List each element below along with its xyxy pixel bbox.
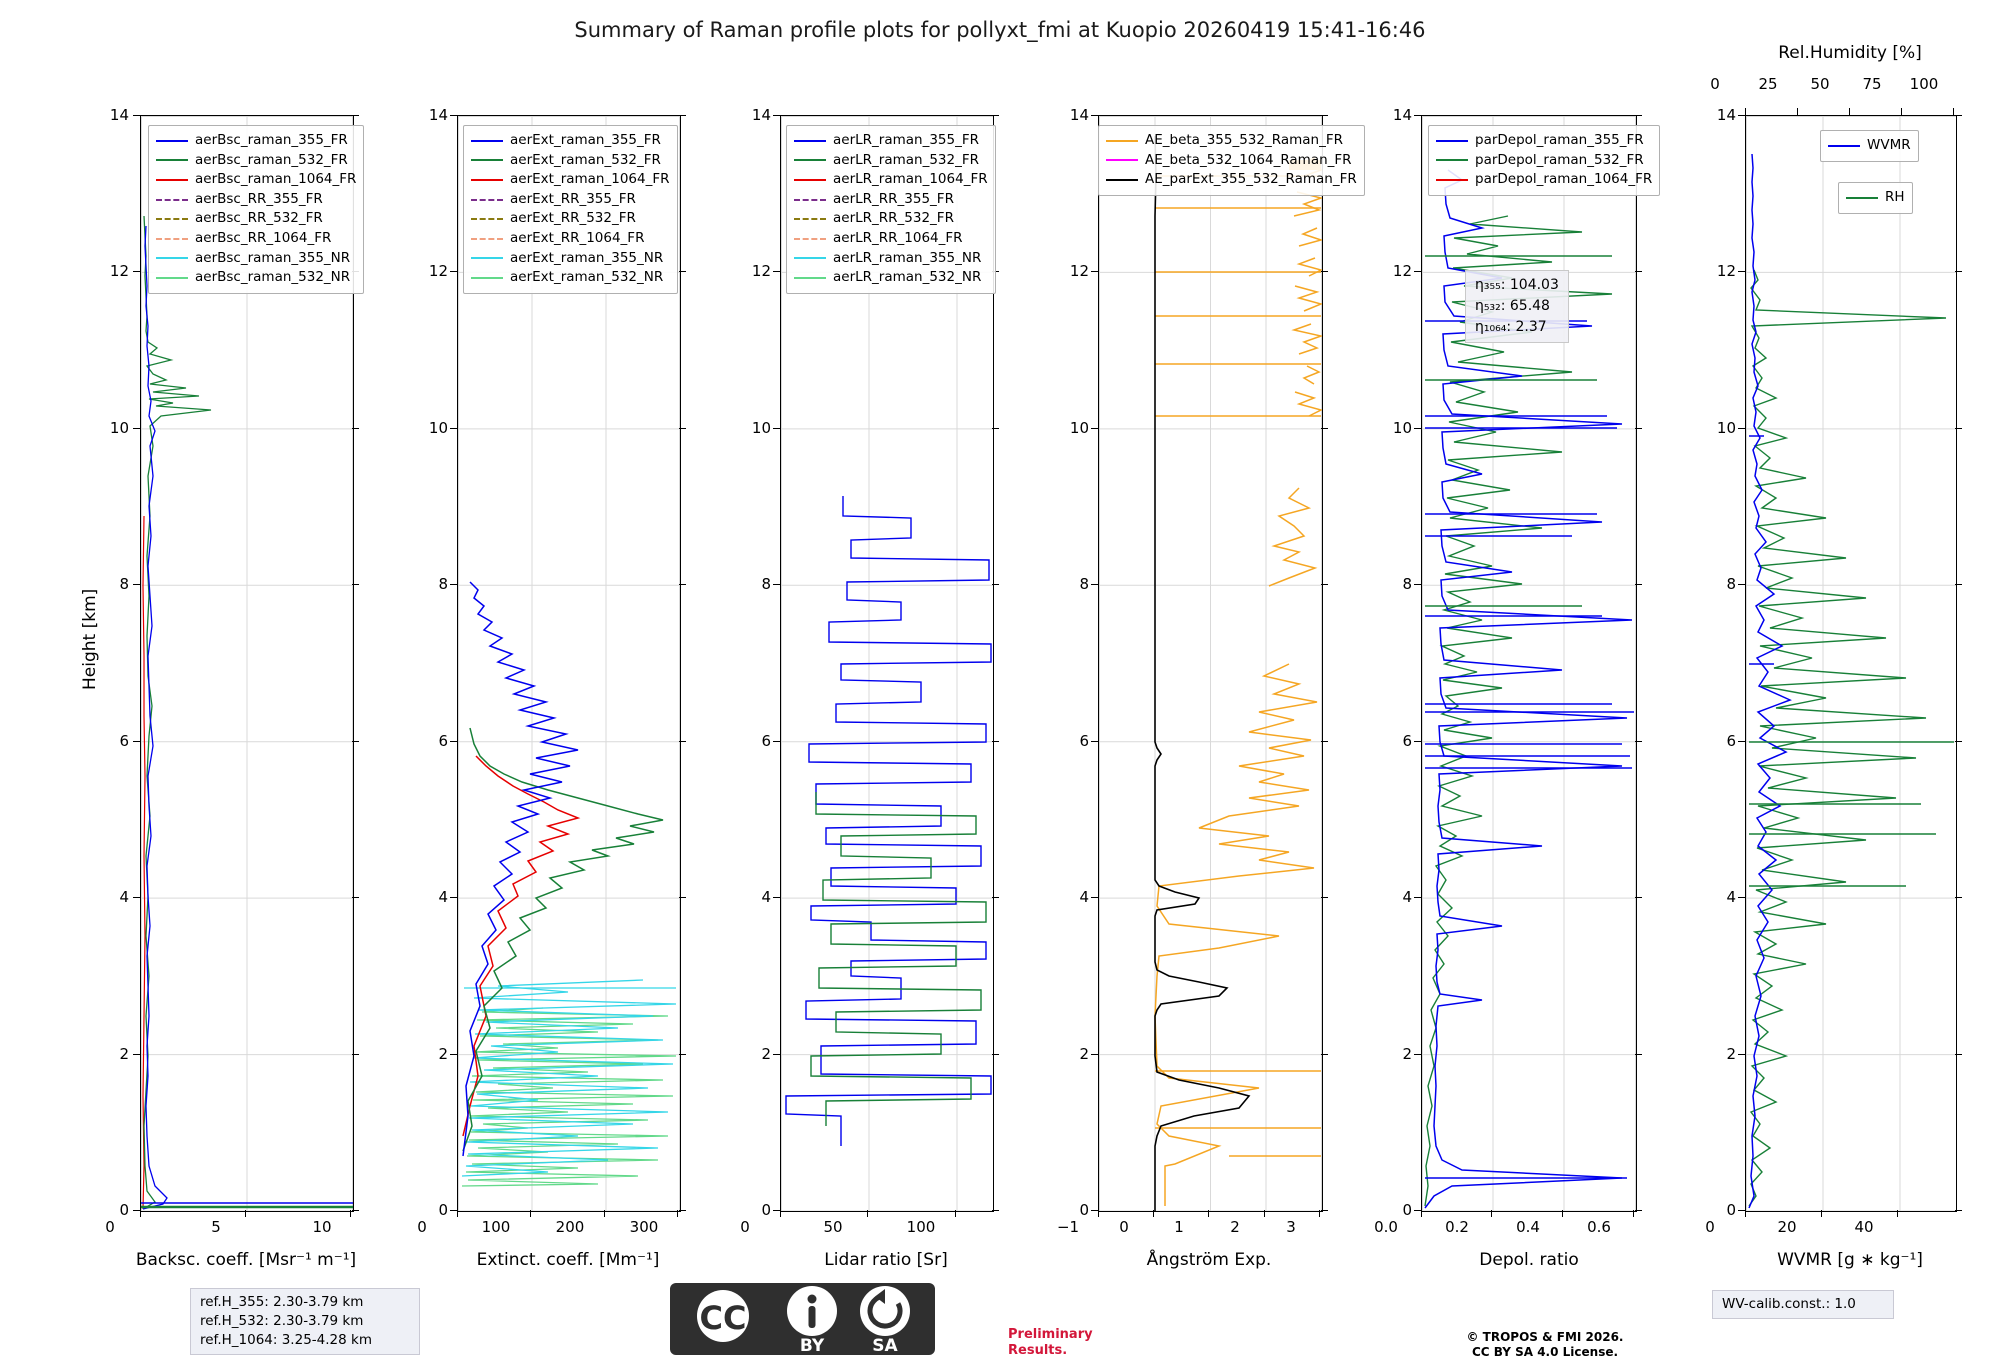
xtick-dep-04: 0.4 (1516, 1218, 1540, 1236)
eta-532: η₅₃₂: 65.48 (1475, 298, 1550, 314)
legend-label: aerExt_raman_1064_FR (510, 171, 670, 188)
legend-label: aerExt_raman_355_NR (510, 249, 664, 266)
svg-text:CC: CC (699, 1299, 747, 1337)
legend-swatch (1846, 197, 1878, 199)
legend-swatch (156, 238, 188, 240)
xtick-wvmr-0: 0 (1705, 1218, 1715, 1236)
preliminary-results-note (1008, 1327, 1093, 1359)
ytick-8: 8 (1402, 575, 1412, 593)
top-xtick-100: 100 (1909, 75, 1939, 93)
ytick-14: 14 (1069, 106, 1089, 124)
xtick-lr-0: 0 (740, 1218, 750, 1236)
xtick-wvmr-20: 20 (1777, 1218, 1797, 1236)
xaxis-title-backscatter: Backsc. coeff. [Msr⁻¹ m⁻¹] (135, 1250, 357, 1270)
y-axis-label: Height [km] (80, 588, 100, 690)
legend-label: aerBsc_RR_1064_FR (195, 229, 332, 246)
xtick-ae-3: 3 (1286, 1218, 1296, 1236)
ytick-8: 8 (1726, 575, 1736, 593)
legend-swatch (794, 199, 826, 201)
xaxis-title-wvmr: WVMR [g ∗ kg⁻¹] (1777, 1250, 1923, 1270)
svg-text:BY: BY (799, 1336, 825, 1355)
ytick-4: 4 (119, 888, 129, 906)
legend-swatch (794, 179, 826, 181)
legend-label: aerBsc_raman_532_NR (195, 269, 351, 286)
ytick-12: 12 (1069, 262, 1089, 280)
ytick-2: 2 (1726, 1045, 1736, 1063)
xtick-bsc-5: 5 (211, 1218, 221, 1236)
legend-label: WVMR (1867, 137, 1911, 153)
ytick-8: 8 (438, 575, 448, 593)
legend-label: aerBsc_RR_355_FR (195, 190, 323, 207)
xtick-ae-1: 1 (1174, 1218, 1184, 1236)
xaxis-title-extinction: Extinct. coeff. [Mm⁻¹] (476, 1250, 660, 1270)
top-xtick-0: 0 (1710, 75, 1720, 93)
legend-swatch (794, 277, 826, 279)
xtick-ae-m1: −1 (1056, 1218, 1080, 1236)
ytick-4: 4 (1726, 888, 1736, 906)
legend-label: aerLR_raman_532_NR (833, 269, 982, 286)
legend-swatch (471, 238, 503, 240)
legend-wvmr (1820, 130, 1919, 162)
legend-label: aerBsc_raman_1064_FR (195, 171, 357, 188)
legend-label: aerLR_RR_355_FR (833, 190, 954, 207)
legend-label: aerExt_RR_1064_FR (510, 229, 645, 246)
xtick-dep-0: 0.0 (1374, 1218, 1398, 1236)
legend-swatch (156, 140, 188, 142)
xaxis-title-angstrom: Ångström Exp. (1146, 1250, 1272, 1270)
ytick-12: 12 (751, 262, 771, 280)
legend-swatch (1436, 179, 1468, 181)
top-xtick-50: 50 (1810, 75, 1830, 93)
legend-swatch (156, 257, 188, 259)
legend-swatch (1436, 140, 1468, 142)
ytick-6: 6 (1079, 732, 1089, 750)
legend-label: parDepol_raman_532_FR (1475, 151, 1644, 168)
creative-commons-badge (670, 1283, 935, 1355)
xtick-ext-200: 200 (555, 1218, 585, 1236)
legend-label: aerExt_RR_355_FR (510, 190, 636, 207)
preliminary-line-2: Results. (1008, 1343, 1068, 1358)
wv-calibration-box (1712, 1290, 1894, 1319)
legend-swatch (1828, 145, 1860, 147)
credit-line-2: CC BY SA 4.0 License. (1471, 1345, 1619, 1359)
legend-label: aerExt_raman_532_FR (510, 151, 661, 168)
legend-label: aerLR_RR_532_FR (833, 210, 954, 227)
legend-swatch (1106, 140, 1138, 142)
legend-label: aerExt_raman_532_NR (510, 269, 664, 286)
legend-swatch (471, 159, 503, 161)
xtick-ext-300: 300 (629, 1218, 659, 1236)
legend-label: aerBsc_raman_355_FR (195, 132, 348, 148)
legend-swatch (471, 277, 503, 279)
ytick-2: 2 (438, 1045, 448, 1063)
legend-swatch (1106, 179, 1138, 181)
copyright-credit (1400, 1330, 1690, 1360)
xtick-bsc-0: 0 (105, 1218, 115, 1236)
legend-label: parDepol_raman_1064_FR (1475, 171, 1653, 188)
reference-height-box (190, 1288, 420, 1355)
ytick-10: 10 (1716, 419, 1736, 437)
legend-swatch (156, 159, 188, 161)
ytick-8: 8 (119, 575, 129, 593)
xtick-bsc-10: 10 (312, 1218, 332, 1236)
legend-label: AE_parExt_355_532_Raman_FR (1145, 171, 1357, 188)
legend-extinction (463, 125, 678, 294)
ytick-2: 2 (1079, 1045, 1089, 1063)
ytick-4: 4 (1402, 888, 1412, 906)
ytick-14: 14 (109, 106, 129, 124)
xaxis-title-depolarization: Depol. ratio (1479, 1250, 1579, 1270)
legend-label: aerExt_raman_355_FR (510, 132, 661, 148)
ytick-6: 6 (119, 732, 129, 750)
legend-swatch (1436, 159, 1468, 161)
xtick-lr-100: 100 (906, 1218, 936, 1236)
ytick-6: 6 (438, 732, 448, 750)
page-title: Summary of Raman profile plots for pollyxt_fmi at Kuopio 20260419 15:41-16:46 (574, 18, 1426, 42)
svg-text:SA: SA (872, 1336, 898, 1355)
ytick-12: 12 (109, 262, 129, 280)
legend-label: aerBsc_raman_532_FR (195, 151, 348, 168)
ytick-6: 6 (1726, 732, 1736, 750)
xtick-dep-06: 0.6 (1587, 1218, 1611, 1236)
ytick-2: 2 (761, 1045, 771, 1063)
axis-wvmr (1705, 43, 1955, 1270)
legend-swatch (156, 277, 188, 279)
ytick-0: 0 (1079, 1201, 1089, 1219)
legend-label: AE_beta_532_1064_Raman_FR (1145, 151, 1352, 168)
credit-line-1: © TROPOS & FMI 2026. (1466, 1330, 1624, 1344)
wv-calib-value: WV-calib.const.: 1.0 (1722, 1296, 1856, 1312)
xtick-ext-0: 0 (417, 1218, 427, 1236)
legend-swatch (471, 179, 503, 181)
xtick-ext-100: 100 (481, 1218, 511, 1236)
ytick-0: 0 (1726, 1201, 1736, 1219)
legend-label: parDepol_raman_355_FR (1475, 132, 1644, 148)
eta-annotation (1465, 270, 1569, 343)
ytick-14: 14 (1392, 106, 1412, 124)
ytick-4: 4 (761, 888, 771, 906)
legend-swatch (156, 218, 188, 220)
legend-label: aerLR_raman_355_NR (833, 249, 982, 266)
legend-swatch (156, 179, 188, 181)
top-xtick-25: 25 (1758, 75, 1778, 93)
legend-swatch (156, 199, 188, 201)
ytick-0: 0 (119, 1201, 129, 1219)
ytick-8: 8 (1079, 575, 1089, 593)
ytick-6: 6 (761, 732, 771, 750)
legend-label: aerExt_RR_532_FR (510, 210, 636, 227)
ytick-10: 10 (1392, 419, 1412, 437)
xtick-ae-0: 0 (1119, 1218, 1129, 1236)
legend-label: aerLR_raman_1064_FR (833, 171, 988, 188)
legend-swatch (794, 218, 826, 220)
ytick-14: 14 (428, 106, 448, 124)
ref-h-1064: ref.H_1064: 3.25-4.28 km (200, 1332, 372, 1348)
xtick-dep-02: 0.2 (1445, 1218, 1469, 1236)
ytick-10: 10 (109, 419, 129, 437)
legend-label: aerLR_RR_1064_FR (833, 229, 963, 246)
top-xtick-75: 75 (1862, 75, 1882, 93)
ytick-10: 10 (1069, 419, 1089, 437)
ytick-6: 6 (1402, 732, 1412, 750)
ytick-2: 2 (1402, 1045, 1412, 1063)
xtick-ae-2: 2 (1230, 1218, 1240, 1236)
legend-depolarization (1428, 125, 1660, 196)
eta-355: η₃₅₅: 104.03 (1475, 277, 1559, 293)
legend-swatch (471, 140, 503, 142)
ref-h-532: ref.H_532: 2.30-3.79 km (200, 1313, 364, 1329)
legend-label: aerBsc_raman_355_NR (195, 249, 351, 266)
legend-swatch (794, 159, 826, 161)
ytick-0: 0 (761, 1201, 771, 1219)
axis-angstrom (1056, 106, 1321, 1270)
preliminary-line-1: Preliminary (1008, 1327, 1093, 1342)
ytick-14: 14 (751, 106, 771, 124)
top-axis-title-rh: Rel.Humidity [%] (1778, 43, 1922, 63)
legend-swatch (471, 218, 503, 220)
legend-label: aerLR_raman_532_FR (833, 151, 979, 168)
legend-label: aerBsc_RR_532_FR (195, 210, 323, 227)
ytick-4: 4 (1079, 888, 1089, 906)
ytick-12: 12 (428, 262, 448, 280)
legend-swatch (794, 238, 826, 240)
legend-swatch (794, 140, 826, 142)
ytick-12: 12 (1716, 262, 1736, 280)
ytick-4: 4 (438, 888, 448, 906)
ytick-2: 2 (119, 1045, 129, 1063)
ytick-8: 8 (761, 575, 771, 593)
ref-h-355: ref.H_355: 2.30-3.79 km (200, 1294, 364, 1310)
legend-swatch (471, 199, 503, 201)
ytick-0: 0 (1402, 1201, 1412, 1219)
legend-swatch (1106, 159, 1138, 161)
legend-lidar-ratio (786, 125, 996, 294)
ytick-10: 10 (751, 419, 771, 437)
legend-rh (1838, 182, 1913, 214)
ytick-10: 10 (428, 419, 448, 437)
legend-swatch (471, 257, 503, 259)
ytick-0: 0 (438, 1201, 448, 1219)
xtick-wvmr-40: 40 (1854, 1218, 1874, 1236)
legend-label: AE_beta_355_532_Raman_FR (1145, 132, 1343, 148)
eta-1064: η₁₀₆₄: 2.37 (1475, 319, 1547, 335)
legend-swatch (794, 257, 826, 259)
legend-backscatter (148, 125, 364, 294)
legend-angstrom (1098, 125, 1365, 196)
ytick-14: 14 (1716, 106, 1736, 124)
xaxis-title-lidar-ratio: Lidar ratio [Sr] (824, 1250, 948, 1270)
ytick-12: 12 (1392, 262, 1412, 280)
legend-label: aerLR_raman_355_FR (833, 132, 979, 148)
legend-label: RH (1885, 189, 1905, 205)
xtick-lr-50: 50 (823, 1218, 843, 1236)
